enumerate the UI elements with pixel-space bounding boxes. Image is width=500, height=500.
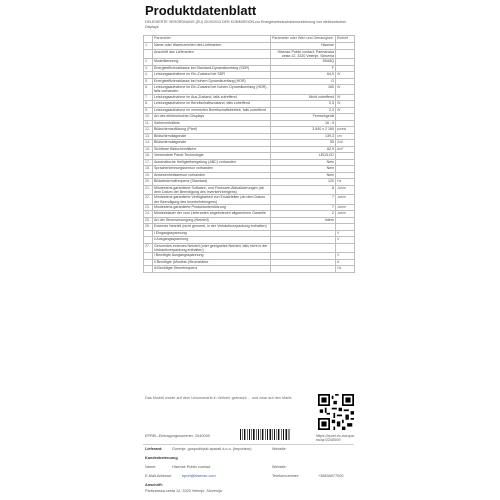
divider — [143, 444, 354, 445]
row-value: 16 : 9 — [271, 120, 336, 127]
row-unit: W — [336, 72, 355, 79]
row-value: 7 — [271, 195, 336, 205]
row-parameter: i Benötigte Ausgangsspannung — [153, 253, 271, 260]
row-number: 19. — [144, 172, 153, 179]
regulation-text: DELEGIERTE VERORDNUNG (EU) 2019/2013 DER KOMMISSION zur Energieverbrauchskennzeichnung von elektronischen Displays — [145, 20, 347, 29]
row-value — [271, 266, 336, 273]
row-parameter: Mindestens garantierte Verfügbarkeit von Ersatzteilen (ab dem Datum der Beendigung des Inverkehrbringens) — [153, 195, 271, 205]
customer-service-label: Kundenbetreuung — [145, 456, 178, 460]
table-row — [144, 85, 355, 95]
row-value: Nein — [271, 172, 336, 179]
table-row — [144, 185, 355, 195]
row-unit: Jahre — [336, 195, 355, 205]
row-number: 20. — [144, 179, 153, 186]
row-value: G — [271, 78, 336, 85]
row-unit: W — [336, 85, 355, 95]
name-label: Name: — [145, 465, 157, 469]
eprel-number: EPREL-Eintragungsnummer: 2040009 — [145, 434, 210, 438]
row-value: 2 — [271, 211, 336, 218]
row-value: 2,0 — [271, 107, 336, 114]
row-unit: Jahre — [336, 204, 355, 211]
header-parameter-cell: Parameter — [153, 36, 271, 43]
row-value: LED/LCD — [271, 153, 336, 160]
row-parameter: Mindestens garantierte Produktunterstützung — [153, 204, 271, 211]
row-value: 160 — [271, 85, 336, 95]
row-parameter: ii Benötigte (Mindest-)Stromstärke — [153, 259, 271, 266]
row-value: F — [271, 65, 336, 72]
row-value: 64,0 — [271, 72, 336, 79]
row-unit: V — [336, 253, 355, 260]
row-value: Fernsehgerät — [271, 114, 336, 121]
row-number: 15. — [144, 146, 153, 153]
row-parameter: Energieeffizienzklasse bei Standard-Dynamikumfang (SDR) — [153, 65, 271, 72]
row-number: 9. — [144, 107, 153, 114]
table-header-row — [144, 36, 355, 43]
row-number: 1. — [144, 43, 153, 50]
row-number: 8. — [144, 101, 153, 108]
website-label: Website: — [272, 447, 287, 451]
row-parameter: Mindestdauer der vom Lieferanten angebotenen allgemeinen Garantie — [153, 211, 271, 218]
row-number: 26. — [144, 224, 153, 231]
name-value: Hisense Public contact — [172, 465, 211, 469]
address-value: Partizanska cesta 12, 3320 Velenje, Slovenija — [145, 489, 222, 493]
email-link[interactable]: eprel@hisense.com — [182, 474, 216, 478]
row-number: 13. — [144, 133, 153, 140]
row-parameter: Bildschirmdiagonale — [153, 140, 271, 147]
row-parameter: Spracherkennungssensor vorhanden — [153, 166, 271, 173]
row-value: Nein — [271, 166, 336, 173]
row-parameter: ii Ausgangsspannung — [153, 237, 271, 244]
row-parameter: Bildwiederholfrequenz (Standard) — [153, 179, 271, 186]
row-number: 17. — [144, 159, 153, 166]
row-parameter: Mindestens garantierte Software- und Firmware-Aktualisierungen (ab dem Datum der Beendigung des Inverkehrbringens) — [153, 185, 271, 195]
row-parameter: Leistungsaufnahme im vernetzten Bereitschaftsbetrieb, falls zutreffend — [153, 107, 271, 114]
row-value: 7 — [271, 204, 336, 211]
row-value — [271, 243, 336, 253]
row-parameter: Modellkennung — [153, 59, 271, 66]
page-title: Produktdatenblatt — [145, 3, 257, 18]
row-parameter: Energieeffizienzklasse bei hohem Dynamikumfang (HDR) — [153, 78, 271, 85]
row-number — [144, 266, 153, 273]
website-label-2: Website: — [272, 465, 287, 469]
row-parameter: Genormtes externes Netzteil (oder geeignetes Netzteil, falls nicht in der Verkaufsverpackung enthalten) — [153, 243, 271, 253]
row-value: 0,5 — [271, 101, 336, 108]
row-value: 139,3 — [271, 133, 336, 140]
row-unit: pixels — [336, 127, 355, 134]
row-value: 8 — [271, 185, 336, 195]
row-value: 3 840 x 2 160 — [271, 127, 336, 134]
row-parameter: iii Benötigte Stromfrequenz — [153, 266, 271, 273]
row-unit: W — [336, 94, 355, 101]
row-unit — [336, 243, 355, 253]
qr-code-icon[interactable] — [318, 394, 354, 430]
row-number: 6. — [144, 85, 153, 95]
row-number: 11. — [144, 120, 153, 127]
row-parameter: Leistungsaufnahme im Ein-Zustand bei SDR — [153, 72, 271, 79]
row-unit: Jahre — [336, 185, 355, 195]
row-parameter: Externes Netzteil (nicht genormt, in der Verkaufsverpackung enthalten) — [153, 224, 271, 231]
row-unit: Jahre — [336, 211, 355, 218]
supplier-value: Gorenje, gospodinjski aparati d.o.o. (Importeur) — [172, 447, 252, 451]
row-value: Nicht zutreffend — [271, 94, 336, 101]
email-label: E-Mail-Adresse: — [145, 474, 173, 478]
row-number: 25. — [144, 217, 153, 224]
row-number: 22. — [144, 195, 153, 205]
table-row — [144, 266, 355, 273]
row-number: 23. — [144, 204, 153, 211]
row-unit: Hz — [336, 179, 355, 186]
market-note: Das Modell wurde auf dem Unionsmarkt in Verkehr gebracht ... und zwar auf den Markt. — [145, 396, 293, 400]
row-unit: V — [336, 230, 355, 237]
row-number: 24. — [144, 211, 153, 218]
row-parameter: Automatische Helligkeitsregelung (ABC) vorhanden — [153, 159, 271, 166]
row-parameter: Leistungsaufnahme im Ein-Zustand bei hohem Dynamikumfang (HDR), falls vorhanden — [153, 85, 271, 95]
row-parameter: Name oder Warenzeichen des Lieferanten — [153, 43, 271, 50]
row-number: 21. — [144, 185, 153, 195]
row-unit: W — [336, 101, 355, 108]
row-number: 10. — [144, 114, 153, 121]
table-row — [144, 49, 355, 59]
row-parameter: Anwesenheitssensor vorhanden — [153, 172, 271, 179]
row-value: 120 — [271, 179, 336, 186]
row-unit: dm² — [336, 146, 355, 153]
row-value: 55U8Q — [271, 59, 336, 66]
row-parameter: Verwendete Panel-Technologie — [153, 153, 271, 160]
row-parameter: Seitenverhältnis — [153, 120, 271, 127]
phone-value: +38638977000 — [318, 474, 344, 478]
address-label: Anschrift: — [145, 483, 163, 487]
qr-url[interactable]: https://eprel.ec.europa.eu/qr/2240009 — [316, 434, 355, 443]
row-parameter: Leistungsaufnahme im Bereitschaftszustand, falls zutreffend — [153, 101, 271, 108]
phone-label: Telefonnummer: — [272, 474, 300, 478]
row-unit: A — [336, 259, 355, 266]
row-number: 14. — [144, 140, 153, 147]
row-unit: Hz — [336, 266, 355, 273]
row-value: Nein — [271, 159, 336, 166]
header-value-cell: Parameter oder Wert und Genauigkeit — [271, 36, 336, 43]
row-unit: Zoll — [336, 140, 355, 147]
row-number: 18. — [144, 166, 153, 173]
row-value: Hisense — [271, 43, 336, 50]
row-parameter: Leistungsaufnahme im Aus-Zustand, falls zutreffend — [153, 94, 271, 101]
row-value: 55 — [271, 140, 336, 147]
row-unit: V — [336, 237, 355, 244]
row-number: 7. — [144, 94, 153, 101]
row-number: 3. — [144, 65, 153, 72]
row-number: 4. — [144, 72, 153, 79]
row-number: 12. — [144, 127, 153, 134]
row-number: 16. — [144, 153, 153, 160]
barcode-icon — [240, 429, 290, 440]
row-value: Intern — [271, 217, 336, 224]
header-unit-cell: Einheit — [336, 36, 355, 43]
header-number-cell — [144, 36, 153, 43]
row-number: 2. — [144, 59, 153, 66]
row-number: 5. — [144, 78, 153, 85]
row-number — [144, 49, 153, 59]
row-parameter: Sichtbare Bildschirmfläche — [153, 146, 271, 153]
row-parameter: Art des elektronischen Displays — [153, 114, 271, 121]
row-number: 27. — [144, 243, 153, 253]
row-parameter: Art der Stromversorgung (Netzteil) — [153, 217, 271, 224]
row-parameter: Anschrift des Lieferanten — [153, 49, 271, 59]
table-row — [144, 243, 355, 253]
row-value: Hisense Public contact, Parmanska cesta 12, 3320 Velenje, Slovenia — [271, 49, 336, 59]
row-unit: W — [336, 107, 355, 114]
row-parameter: i Eingangsspannung — [153, 230, 271, 237]
row-unit: cm — [336, 133, 355, 140]
row-parameter: Bildschirmdiagonale — [153, 133, 271, 140]
row-parameter: Bildschirmauflösung (Pixel) — [153, 127, 271, 134]
row-value: 82,9 — [271, 146, 336, 153]
supplier-label: Lieferant: — [145, 447, 163, 451]
row-unit — [336, 49, 355, 59]
parameter-table — [143, 35, 355, 273]
table-row — [144, 195, 355, 205]
